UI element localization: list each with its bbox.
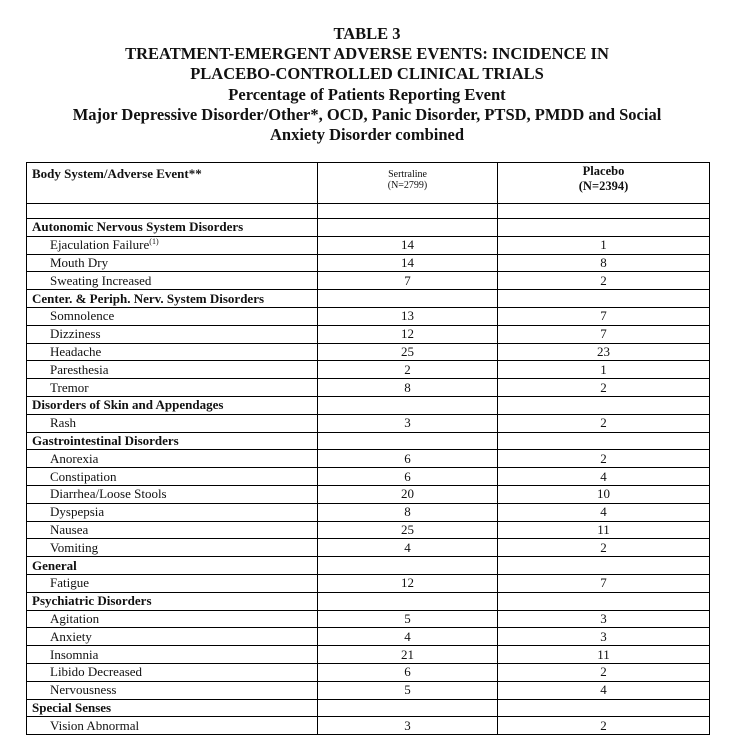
table-title-line: TREATMENT-EMERGENT ADVERSE EVENTS: INCIDENCE IN <box>125 44 609 64</box>
event-label <box>27 379 318 397</box>
sertraline-value: 5 <box>318 610 498 628</box>
row-label-text: Disorders of Skin and Appendages <box>32 397 224 413</box>
footnote-marker: (1) <box>149 237 159 247</box>
category-label <box>27 557 318 575</box>
category-row <box>27 699 710 717</box>
placebo-value <box>498 557 710 575</box>
sertraline-value: 4 <box>318 539 498 557</box>
category-row <box>27 557 710 575</box>
placebo-value: 3 <box>498 610 710 628</box>
placebo-value: 11 <box>498 646 710 664</box>
event-label <box>27 574 318 592</box>
adverse-events-table <box>26 162 710 735</box>
table-row <box>27 485 710 503</box>
row-label-text: Autonomic Nervous System Disorders <box>32 219 244 235</box>
placebo-value: 7 <box>498 325 710 343</box>
table-row <box>27 379 710 397</box>
placebo-value: 8 <box>498 254 710 272</box>
placebo-value: 4 <box>498 681 710 699</box>
sertraline-value: 25 <box>318 521 498 539</box>
table-population: Anxiety Disorder combined <box>269 125 465 145</box>
table-row <box>27 236 710 254</box>
sertraline-value: 20 <box>318 485 498 503</box>
placebo-value: 2 <box>498 450 710 468</box>
table-row <box>27 361 710 379</box>
table-row <box>27 503 710 521</box>
row-label-text: Anorexia <box>50 450 99 466</box>
event-label <box>27 272 318 290</box>
table-row <box>27 468 710 486</box>
table-title-line: PLACEBO-CONTROLLED CLINICAL TRIALS <box>190 64 544 84</box>
sertraline-value <box>318 219 498 237</box>
event-label <box>27 485 318 503</box>
event-label <box>27 450 318 468</box>
sertraline-value: 8 <box>318 379 498 397</box>
category-label <box>27 396 318 414</box>
placebo-value: 2 <box>498 414 710 432</box>
row-label-text: Ejaculation Failure <box>50 237 150 253</box>
table-title-block <box>0 24 734 145</box>
placebo-value: 2 <box>498 717 710 735</box>
row-label-text: Fatigue <box>50 575 89 591</box>
event-label <box>27 717 318 735</box>
placebo-value: 2 <box>498 272 710 290</box>
sertraline-value: 6 <box>318 450 498 468</box>
row-label-text: Dizziness <box>50 326 101 342</box>
sertraline-value: 21 <box>318 646 498 664</box>
spacer-cell <box>27 204 318 219</box>
sertraline-value: 14 <box>318 236 498 254</box>
category-row <box>27 592 710 610</box>
row-label-text: Libido Decreased <box>50 664 143 680</box>
category-label <box>27 699 318 717</box>
row-label-text: Mouth Dry <box>50 254 109 270</box>
placebo-value: 10 <box>498 485 710 503</box>
placebo-value: 2 <box>498 539 710 557</box>
table-header-row <box>27 163 710 204</box>
category-label <box>27 219 318 237</box>
row-label-text: Center. & Periph. Nerv. System Disorders <box>32 290 265 306</box>
sertraline-value: 4 <box>318 628 498 646</box>
table-population: Major Depressive Disorder/Other*, OCD, Panic Disorder, PTSD, PMDD and Social <box>72 104 662 124</box>
placebo-value: 2 <box>498 663 710 681</box>
event-label <box>27 539 318 557</box>
placebo-value: 7 <box>498 307 710 325</box>
placebo-value <box>498 592 710 610</box>
event-label <box>27 468 318 486</box>
row-label-text: Nausea <box>50 521 89 537</box>
category-label <box>27 290 318 308</box>
event-label <box>27 307 318 325</box>
sertraline-value <box>318 396 498 414</box>
event-label <box>27 681 318 699</box>
event-label <box>27 361 318 379</box>
placebo-value: 3 <box>498 628 710 646</box>
sertraline-value: 3 <box>318 717 498 735</box>
sertraline-value: 5 <box>318 681 498 699</box>
row-label-text: Headache <box>50 343 102 359</box>
row-label-text: Tremor <box>50 379 89 395</box>
event-label <box>27 236 318 254</box>
row-label-text: Nervousness <box>50 682 117 698</box>
event-label <box>27 521 318 539</box>
placebo-value: 23 <box>498 343 710 361</box>
row-label-text: Vision Abnormal <box>50 717 140 733</box>
table-row <box>27 681 710 699</box>
category-row <box>27 219 710 237</box>
sertraline-n: (N=2799) <box>387 180 428 191</box>
table-row <box>27 717 710 735</box>
sertraline-value: 25 <box>318 343 498 361</box>
event-label <box>27 663 318 681</box>
row-label-text: Special Senses <box>32 699 112 715</box>
event-label <box>27 414 318 432</box>
placebo-value <box>498 699 710 717</box>
row-label-text: Gastrointestinal Disorders <box>32 432 179 448</box>
sertraline-value: 7 <box>318 272 498 290</box>
event-label <box>27 254 318 272</box>
event-label <box>27 610 318 628</box>
row-label-text: Anxiety <box>50 628 92 644</box>
sertraline-value <box>318 290 498 308</box>
sertraline-value: 12 <box>318 325 498 343</box>
event-label <box>27 325 318 343</box>
category-row <box>27 396 710 414</box>
table-row <box>27 272 710 290</box>
event-label <box>27 646 318 664</box>
sertraline-value: 2 <box>318 361 498 379</box>
row-label-text: Somnolence <box>50 308 115 324</box>
event-label <box>27 628 318 646</box>
sertraline-value <box>318 699 498 717</box>
spacer-cell <box>318 204 498 219</box>
table-row <box>27 414 710 432</box>
table-row <box>27 663 710 681</box>
row-label-text: Psychiatric Disorders <box>32 593 152 609</box>
category-row <box>27 290 710 308</box>
event-label <box>27 343 318 361</box>
row-label-text: Diarrhea/Loose Stools <box>50 486 167 502</box>
sertraline-value <box>318 432 498 450</box>
column-header-placebo <box>498 163 710 204</box>
placebo-value <box>498 396 710 414</box>
row-label-text: Rash <box>50 415 76 431</box>
sertraline-value: 3 <box>318 414 498 432</box>
table-row <box>27 325 710 343</box>
placebo-value: 7 <box>498 574 710 592</box>
table-row <box>27 307 710 325</box>
table-row <box>27 574 710 592</box>
sertraline-value: 12 <box>318 574 498 592</box>
table-subtitle: Percentage of Patients Reporting Event <box>228 84 506 104</box>
table-row <box>27 254 710 272</box>
row-label-text: Agitation <box>50 610 100 626</box>
table-row <box>27 343 710 361</box>
event-label <box>27 503 318 521</box>
placebo-value: 4 <box>498 468 710 486</box>
placebo-n: (N=2394) <box>578 179 629 193</box>
placebo-value <box>498 290 710 308</box>
sertraline-value: 14 <box>318 254 498 272</box>
table-row <box>27 610 710 628</box>
sertraline-value <box>318 557 498 575</box>
sertraline-value: 6 <box>318 468 498 486</box>
table-row <box>27 646 710 664</box>
placebo-value: 1 <box>498 236 710 254</box>
row-label-text: Constipation <box>50 468 117 484</box>
spacer-cell <box>498 204 710 219</box>
placebo-value: 11 <box>498 521 710 539</box>
column-header-sertraline <box>318 163 498 204</box>
table-row <box>27 521 710 539</box>
sertraline-value: 6 <box>318 663 498 681</box>
row-label-text: Vomiting <box>50 539 99 555</box>
table-number: TABLE 3 <box>333 24 401 43</box>
placebo-value: 1 <box>498 361 710 379</box>
table-row <box>27 539 710 557</box>
spacer-row <box>27 204 710 219</box>
category-label <box>27 592 318 610</box>
table-row <box>27 628 710 646</box>
placebo-value: 2 <box>498 379 710 397</box>
row-label-text: Sweating Increased <box>50 272 152 288</box>
sertraline-value: 13 <box>318 307 498 325</box>
placebo-value: 4 <box>498 503 710 521</box>
row-label-text: Paresthesia <box>50 361 109 377</box>
placebo-label: Placebo <box>582 164 625 178</box>
category-label <box>27 432 318 450</box>
sertraline-value <box>318 592 498 610</box>
table-row <box>27 450 710 468</box>
category-row <box>27 432 710 450</box>
placebo-value <box>498 219 710 237</box>
sertraline-value: 8 <box>318 503 498 521</box>
sertraline-label: Sertraline <box>388 169 427 180</box>
row-label-text: Insomnia <box>50 646 99 662</box>
row-label-text: General <box>32 557 77 573</box>
placebo-value <box>498 432 710 450</box>
column-header-event: Body System/Adverse Event** <box>27 163 318 204</box>
row-label-text: Dyspepsia <box>50 504 105 520</box>
